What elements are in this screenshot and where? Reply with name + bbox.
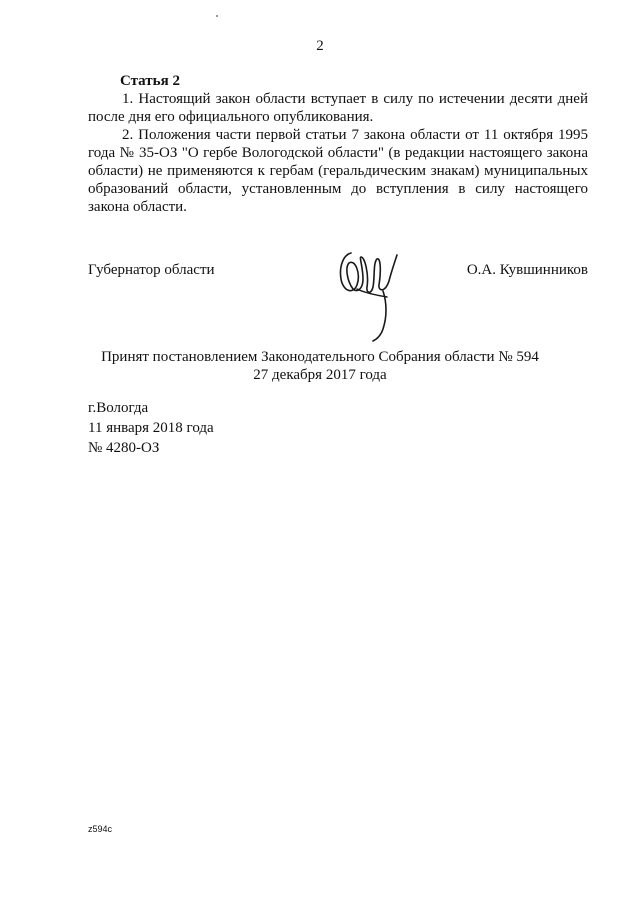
- law-date: 11 января 2018 года: [88, 420, 214, 436]
- law-number: № 4280-ОЗ: [88, 440, 160, 456]
- adoption-line-2: 27 декабря 2017 года: [253, 367, 387, 383]
- adoption-note: [0, 348, 640, 384]
- place-city: г.Вологда: [88, 400, 149, 416]
- governor-name: О.А. Кувшинников: [466, 262, 588, 278]
- governor-title: Губернатор области: [88, 262, 215, 278]
- handwritten-signature: [333, 245, 403, 345]
- article-heading: Статья 2: [120, 73, 180, 89]
- scan-speck: [216, 15, 218, 17]
- page-number: 2: [316, 38, 324, 54]
- footer-code: z594c: [88, 824, 113, 834]
- place-date-block: [88, 398, 214, 458]
- adoption-line-1: Принят постановлением Законодательного Собрания области № 594: [101, 349, 539, 365]
- article-paragraph-2: 2. Положения части первой статьи 7 закона области от 11 октября 1995 года № 35-ОЗ "О гербе Вологодской области" (в редакции настоящего закона области) не применяются к гербам (геральдическим знакам) муниципальных образований области, установленным до вступления в силу настоящего закона области.: [88, 127, 588, 215]
- article-paragraph-1: 1. Настоящий закон области вступает в силу по истечении десяти дней после дня его официального опубликования.: [88, 91, 588, 125]
- article-section: [88, 72, 588, 216]
